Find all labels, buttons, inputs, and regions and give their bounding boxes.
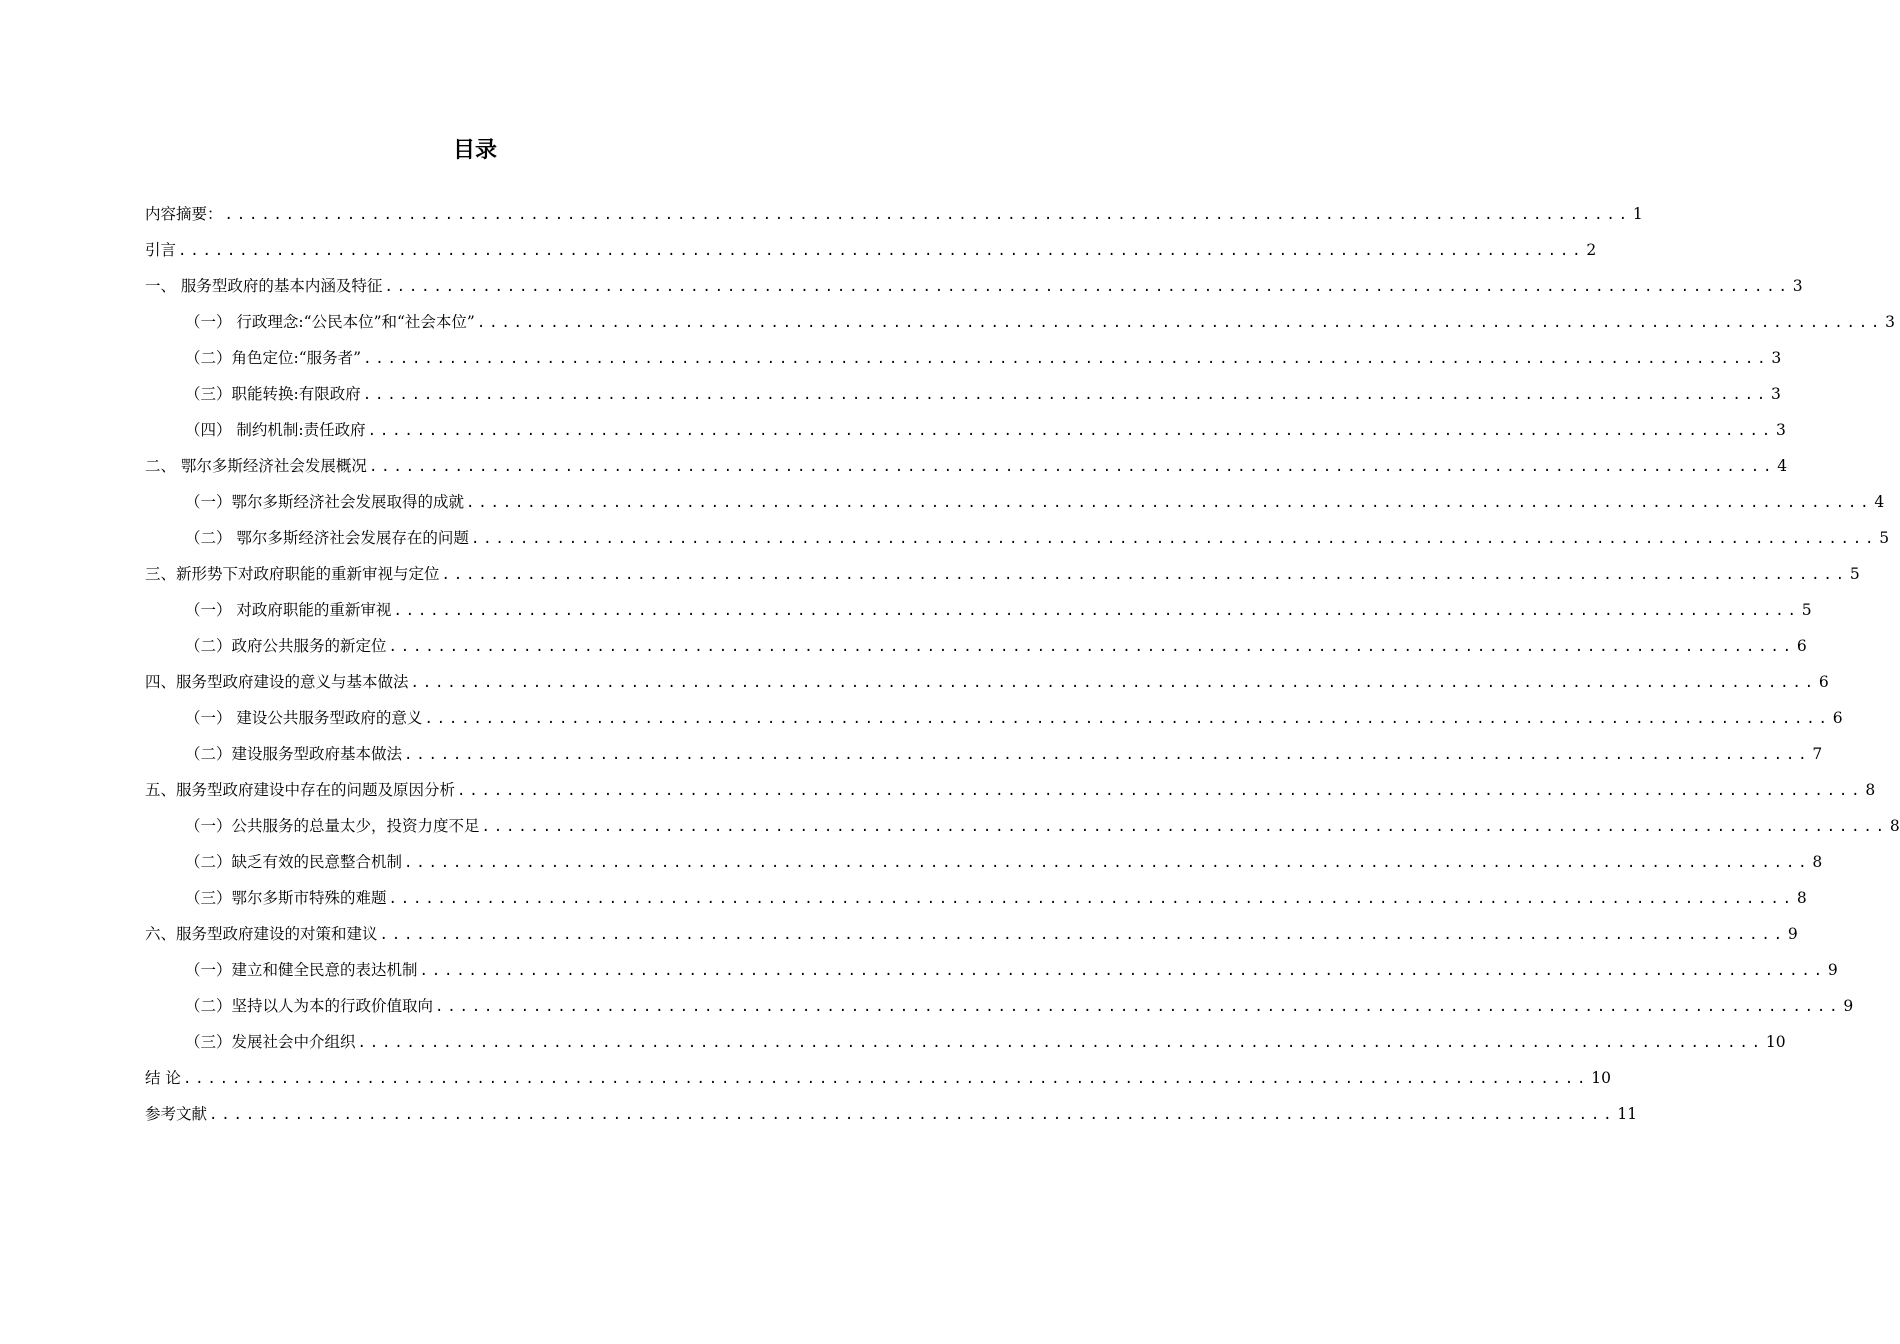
toc-dot-leader: ...................................................................................................................	[368, 459, 1776, 475]
toc-dot-leader: ...................................................................................................................	[362, 387, 1770, 403]
toc-dot-leader: ...................................................................................................................	[419, 963, 1826, 979]
toc-entry-page-number: 2	[1586, 241, 1597, 259]
toc-dot-leader: ...................................................................................................................	[441, 567, 1848, 583]
toc-dot-leader: ...................................................................................................................	[410, 675, 1817, 691]
toc-entry-label: 参考文献	[145, 1105, 208, 1123]
toc-dot-leader: ...................................................................................................................	[388, 639, 1795, 655]
toc-entry[interactable]	[145, 844, 1823, 880]
toc-dot-leader: ...................................................................................................................	[470, 531, 1878, 547]
toc-entry-label: （二）政府公共服务的新定位	[185, 637, 387, 655]
toc-entry[interactable]	[145, 664, 1829, 700]
toc-entry-page-number: 3	[1792, 277, 1803, 295]
toc-entry[interactable]	[145, 484, 1885, 520]
toc-dot-leader: ...................................................................................................................	[182, 1071, 1590, 1087]
toc-entry-label: （三）鄂尔多斯市特殊的难题	[185, 889, 387, 907]
toc-entry[interactable]	[145, 700, 1843, 736]
toc-entry-label: （二）角色定位:“服务者”	[185, 349, 362, 367]
toc-entry-page-number: 5	[1849, 565, 1860, 583]
toc-entry-label: （三）职能转换:有限政府	[185, 385, 361, 403]
toc-entry-page-number: 8	[1889, 817, 1900, 835]
toc-entry-label: （一） 建设公共服务型政府的意义	[185, 709, 423, 727]
toc-dot-leader: ...................................................................................................................	[357, 1035, 1764, 1051]
toc-entry[interactable]	[145, 268, 1803, 304]
toc-entry[interactable]	[145, 412, 1786, 448]
toc-dot-leader: ...................................................................................................................	[466, 495, 1873, 511]
toc-entry[interactable]	[145, 196, 1643, 232]
toc-entry-label: （一） 行政理念:“公民本位”和“社会本位”	[185, 313, 475, 331]
toc-dot-leader: ...................................................................................................................	[367, 423, 1774, 439]
toc-dot-leader: ...................................................................................................................	[404, 747, 1811, 763]
toc-entry-page-number: 3	[1771, 385, 1781, 403]
toc-entry[interactable]	[145, 916, 1798, 952]
toc-entry-page-number: 9	[1787, 925, 1798, 943]
toc-entry-page-number: 7	[1812, 745, 1823, 763]
toc-dot-leader: ...................................................................................................................	[388, 891, 1795, 907]
page-title: 目录	[452, 138, 497, 163]
toc-entry-label: （二） 鄂尔多斯经济社会发展存在的问题	[185, 529, 469, 547]
toc-dot-leader: ...................................................................................................................	[393, 603, 1800, 619]
toc-entry-label: （二）建设服务型政府基本做法	[185, 745, 403, 763]
toc-entry-page-number: 3	[1885, 313, 1896, 331]
toc-entry-page-number: 8	[1796, 889, 1807, 907]
toc-dot-leader: ...................................................................................................................	[481, 819, 1888, 835]
toc-entry-page-number: 5	[1879, 529, 1890, 547]
toc-entry-label: 四、服务型政府建设的意义与基本做法	[145, 673, 409, 691]
toc-entry-label: 三、新形势下对政府职能的重新审视与定位	[145, 565, 440, 583]
toc-entry[interactable]	[145, 304, 1896, 340]
toc-entry[interactable]	[145, 772, 1876, 808]
toc-entry-page-number: 6	[1818, 673, 1829, 691]
toc-dot-leader: ...................................................................................................................	[384, 279, 1791, 295]
toc-entry-label: （一）鄂尔多斯经济社会发展取得的成就	[185, 493, 465, 511]
toc-entry-label: （一） 对政府职能的重新审视	[185, 601, 392, 619]
toc-entry[interactable]	[145, 952, 1838, 988]
toc-entry-page-number: 9	[1827, 961, 1838, 979]
toc-entry-page-number: 11	[1617, 1105, 1638, 1123]
toc-entry[interactable]	[145, 1060, 1611, 1096]
toc-dot-leader: ...................................................................................................................	[224, 207, 1631, 223]
toc-entry[interactable]	[145, 808, 1900, 844]
toc-entry-page-number: 3	[1771, 349, 1782, 367]
table-of-contents	[145, 196, 1900, 1132]
toc-dot-leader: ...................................................................................................................	[476, 315, 1884, 331]
toc-entry-page-number: 3	[1775, 421, 1786, 439]
toc-entry-label: 结 论	[145, 1069, 181, 1087]
toc-entry-label: 内容摘要：	[145, 205, 223, 223]
toc-entry-label: 六、服务型政府建设的对策和建议	[145, 925, 378, 943]
toc-entry-label: （四） 制约机制:责任政府	[185, 421, 366, 439]
toc-entry-label: （二）缺乏有效的民意整合机制	[185, 853, 403, 871]
toc-entry[interactable]	[145, 880, 1807, 916]
toc-entry[interactable]	[145, 376, 1781, 412]
toc-entry[interactable]	[145, 340, 1782, 376]
toc-entry-page-number: 10	[1591, 1069, 1611, 1087]
toc-entry-page-number: 1	[1632, 205, 1643, 223]
toc-entry[interactable]	[145, 232, 1597, 268]
toc-entry-label: （一）公共服务的总量太少，投资力度不足	[185, 817, 480, 835]
toc-entry-label: 五、服务型政府建设中存在的问题及原因分析	[145, 781, 456, 799]
toc-entry[interactable]	[145, 448, 1788, 484]
toc-dot-leader: ...................................................................................................................	[435, 999, 1842, 1015]
toc-entry-label: （三）发展社会中介组织	[185, 1033, 356, 1051]
toc-entry-page-number: 10	[1765, 1033, 1786, 1051]
toc-entry-page-number: 8	[1812, 853, 1823, 871]
toc-entry[interactable]	[145, 1096, 1638, 1132]
toc-entry[interactable]	[145, 628, 1807, 664]
toc-entry-label: （一）建立和健全民意的表达机制	[185, 961, 418, 979]
toc-entry-page-number: 6	[1832, 709, 1843, 727]
toc-entry[interactable]	[145, 988, 1854, 1024]
toc-entry-label: （二）坚持以人为本的行政价值取向	[185, 997, 434, 1015]
toc-entry-label: 二、 鄂尔多斯经济社会发展概况	[145, 457, 367, 475]
toc-entry[interactable]	[145, 556, 1860, 592]
toc-entry[interactable]	[145, 736, 1823, 772]
toc-entry-page-number: 5	[1801, 601, 1812, 619]
toc-entry-label: 一、 服务型政府的基本内涵及特征	[145, 277, 383, 295]
toc-entry-page-number: 9	[1843, 997, 1854, 1015]
toc-dot-leader: ...................................................................................................................	[404, 855, 1811, 871]
toc-entry-label: 引言	[145, 241, 177, 259]
toc-entry-page-number: 6	[1796, 637, 1807, 655]
toc-dot-leader: ...................................................................................................................	[424, 711, 1831, 727]
toc-dot-leader: ...................................................................................................................	[379, 927, 1786, 943]
toc-entry[interactable]	[145, 592, 1812, 628]
toc-entry-page-number: 8	[1865, 781, 1876, 799]
toc-entry-page-number: 4	[1874, 493, 1885, 511]
toc-entry[interactable]	[145, 1024, 1786, 1060]
toc-dot-leader: ...................................................................................................................	[178, 243, 1585, 259]
toc-entry-page-number: 4	[1777, 457, 1788, 475]
toc-dot-leader: ...................................................................................................................	[457, 783, 1864, 799]
toc-dot-leader: ...................................................................................................................	[209, 1107, 1616, 1123]
toc-entry[interactable]	[145, 520, 1890, 556]
toc-dot-leader: ...................................................................................................................	[363, 351, 1770, 367]
